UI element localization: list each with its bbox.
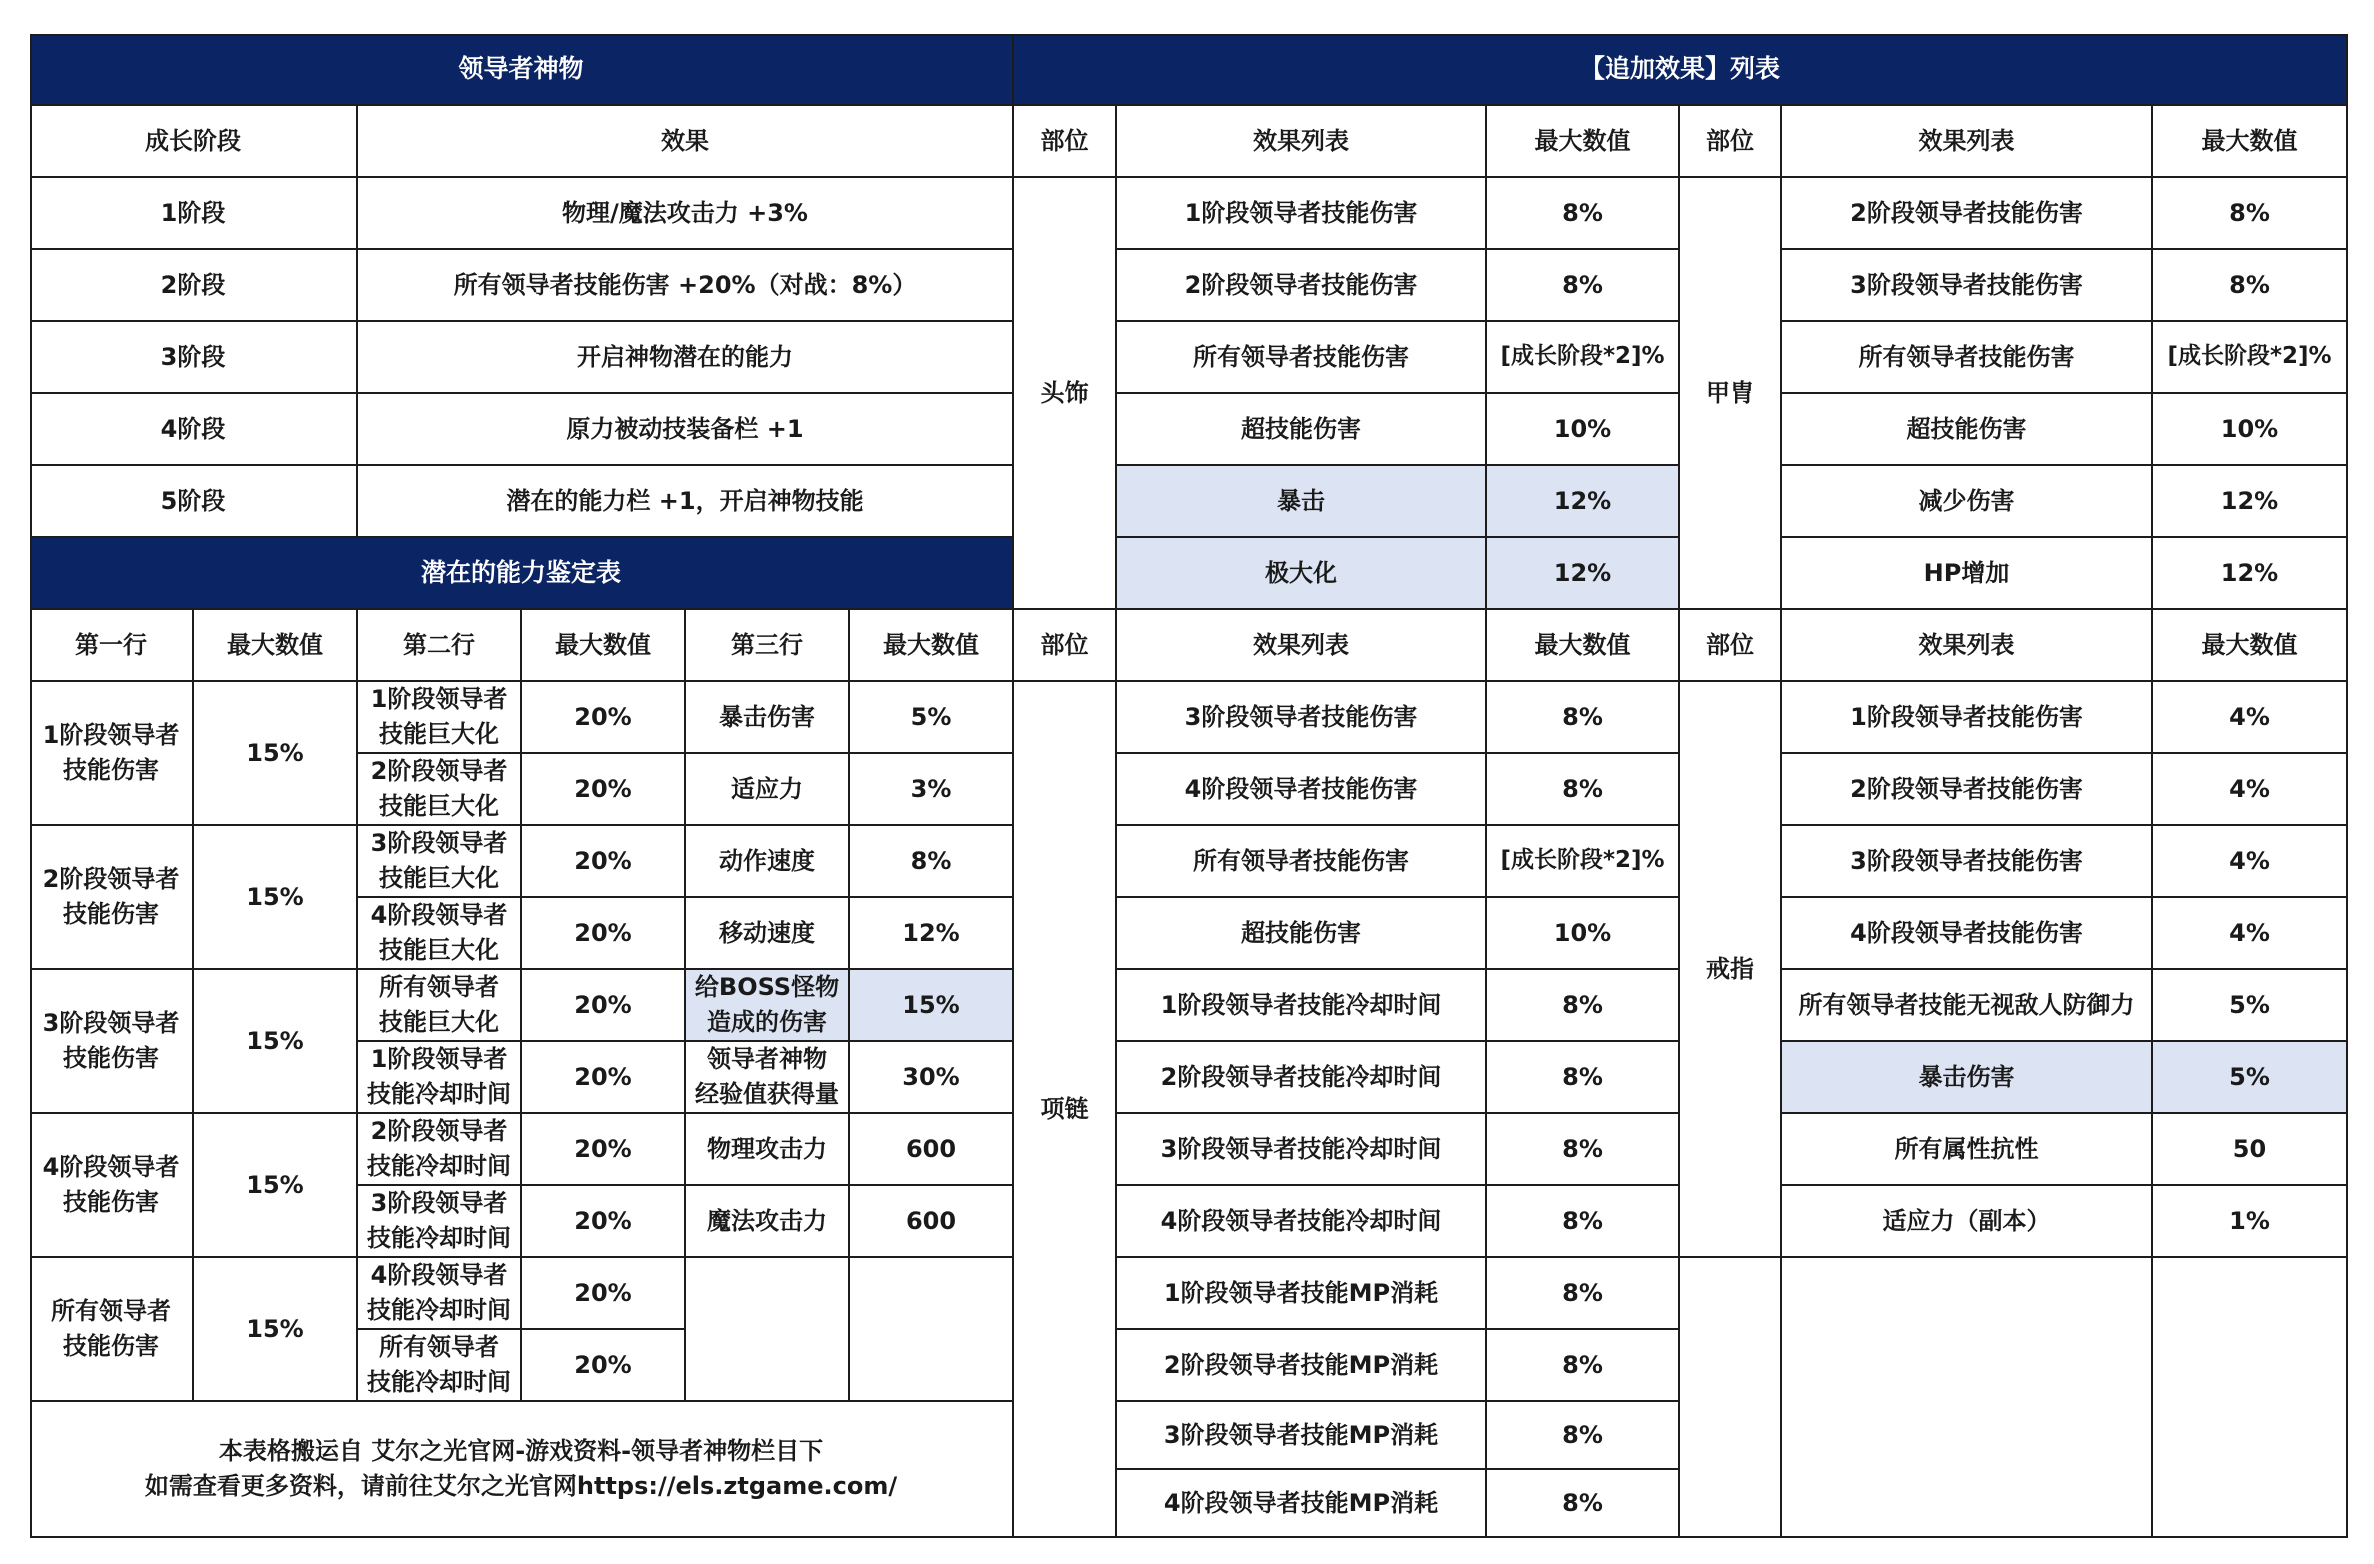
potential-row2-max: 20% <box>522 1186 686 1258</box>
potential-row2-max: 20% <box>522 754 686 826</box>
potential-header: 潜在的能力鉴定表 <box>30 538 1014 610</box>
necklace-effect-cell: 超技能伤害 <box>1117 898 1487 970</box>
potential-row2-max: 20% <box>522 1258 686 1330</box>
potential-row2-cell: 2阶段领导者 技能巨大化 <box>358 754 522 826</box>
necklace-max-cell: 8% <box>1487 1258 1680 1330</box>
potential-row2-max: 20% <box>522 1042 686 1114</box>
potential-row1-max: 15% <box>194 826 358 970</box>
necklace-effect-cell: 1阶段领导者技能冷却时间 <box>1117 970 1487 1042</box>
head-max-cell: [成长阶段*2]% <box>1487 322 1680 394</box>
potential-row1-cell: 4阶段领导者 技能伤害 <box>30 1114 194 1258</box>
potential-row2-cell: 1阶段领导者 技能巨大化 <box>358 682 522 754</box>
source-footer <box>30 1402 1014 1538</box>
stage-effect-cell: 开启神物潜在的能力 <box>358 322 1014 394</box>
potential-row3-max: 12% <box>850 898 1014 970</box>
potential-row2-cell: 3阶段领导者 技能冷却时间 <box>358 1186 522 1258</box>
potential-row2-cell: 所有领导者 技能巨大化 <box>358 970 522 1042</box>
head-max-cell: 8% <box>1487 250 1680 322</box>
necklace-effect-cell: 4阶段领导者技能伤害 <box>1117 754 1487 826</box>
potential-row1-cell: 3阶段领导者 技能伤害 <box>30 970 194 1114</box>
stage-cell: 3阶段 <box>30 322 358 394</box>
potential-row3-max: 30% <box>850 1042 1014 1114</box>
column-header-max: 最大数值 <box>2153 106 2348 178</box>
part-necklace: 项链 <box>1014 682 1117 1538</box>
potential-row2-max: 20% <box>522 898 686 970</box>
necklace-effect-cell: 4阶段领导者技能冷却时间 <box>1117 1186 1487 1258</box>
ring-max-cell: 5% <box>2153 970 2348 1042</box>
blank-cell <box>850 1258 1014 1402</box>
potential-row1-max: 15% <box>194 1258 358 1402</box>
potential-row1-max: 15% <box>194 970 358 1114</box>
armor-effect-cell: 所有领导者技能伤害 <box>1782 322 2153 394</box>
footer-line1: 本表格搬运自 艾尔之光官网-游戏资料-领导者神物栏目下 <box>218 1437 824 1466</box>
column-header-part: 部位 <box>1680 106 1782 178</box>
ring-max-cell: 4% <box>2153 898 2348 970</box>
head-effect-cell: 1阶段领导者技能伤害 <box>1117 178 1487 250</box>
armor-max-cell: 8% <box>2153 250 2348 322</box>
head-max-cell: 12% <box>1487 466 1680 538</box>
necklace-max-cell: 8% <box>1487 1402 1680 1470</box>
potential-row3-max: 3% <box>850 754 1014 826</box>
necklace-max-cell: 8% <box>1487 1186 1680 1258</box>
armor-effect-cell: HP增加 <box>1782 538 2153 610</box>
blank-cell <box>1680 1258 1782 1538</box>
armor-effect-cell: 超技能伤害 <box>1782 394 2153 466</box>
stage-cell: 5阶段 <box>30 466 358 538</box>
column-header-stage: 成长阶段 <box>30 106 358 178</box>
necklace-effect-cell: 3阶段领导者技能伤害 <box>1117 682 1487 754</box>
potential-row3-cell: 动作速度 <box>686 826 850 898</box>
potential-row3-cell: 暴击伤害 <box>686 682 850 754</box>
ring-effect-cell: 所有属性抗性 <box>1782 1114 2153 1186</box>
stage-cell: 2阶段 <box>30 250 358 322</box>
ring-max-cell: 50 <box>2153 1114 2348 1186</box>
potential-row3-cell: 领导者神物 经验值获得量 <box>686 1042 850 1114</box>
column-header-part: 部位 <box>1014 106 1117 178</box>
potential-row3-max: 600 <box>850 1186 1014 1258</box>
potential-row2-cell: 2阶段领导者 技能冷却时间 <box>358 1114 522 1186</box>
armor-max-cell: 12% <box>2153 538 2348 610</box>
potential-row3-cell: 给BOSS怪物 造成的伤害 <box>686 970 850 1042</box>
part-head: 头饰 <box>1014 178 1117 610</box>
armor-effect-cell: 减少伤害 <box>1782 466 2153 538</box>
necklace-max-cell: 8% <box>1487 1330 1680 1402</box>
necklace-max-cell: 8% <box>1487 682 1680 754</box>
potential-row2-cell: 所有领导者 技能冷却时间 <box>358 1330 522 1402</box>
necklace-effect-cell: 2阶段领导者技能冷却时间 <box>1117 1042 1487 1114</box>
necklace-effect-cell: 3阶段领导者技能冷却时间 <box>1117 1114 1487 1186</box>
head-effect-cell: 暴击 <box>1117 466 1487 538</box>
column-header-max: 最大数值 <box>1487 610 1680 682</box>
ring-effect-cell: 适应力（副本） <box>1782 1186 2153 1258</box>
potential-row1-cell: 2阶段领导者 技能伤害 <box>30 826 194 970</box>
necklace-max-cell: 8% <box>1487 1042 1680 1114</box>
stage-effect-cell: 物理/魔法攻击力 +3% <box>358 178 1014 250</box>
potential-column-header: 最大数值 <box>522 610 686 682</box>
head-max-cell: 10% <box>1487 394 1680 466</box>
necklace-max-cell: [成长阶段*2]% <box>1487 826 1680 898</box>
potential-row1-max: 15% <box>194 1114 358 1258</box>
potential-row2-cell: 3阶段领导者 技能巨大化 <box>358 826 522 898</box>
potential-row2-max: 20% <box>522 1114 686 1186</box>
ring-effect-cell: 1阶段领导者技能伤害 <box>1782 682 2153 754</box>
column-header-max: 最大数值 <box>1487 106 1680 178</box>
column-header-max: 最大数值 <box>2153 610 2348 682</box>
potential-row1-cell: 1阶段领导者 技能伤害 <box>30 682 194 826</box>
necklace-effect-cell: 3阶段领导者技能MP消耗 <box>1117 1402 1487 1470</box>
potential-row2-max: 20% <box>522 826 686 898</box>
ring-max-cell: 4% <box>2153 826 2348 898</box>
part-ring: 戒指 <box>1680 682 1782 1258</box>
potential-row3-cell: 魔法攻击力 <box>686 1186 850 1258</box>
stage-effect-cell: 所有领导者技能伤害 +20%（对战：8%） <box>358 250 1014 322</box>
ring-effect-cell: 2阶段领导者技能伤害 <box>1782 754 2153 826</box>
stage-effect-cell: 原力被动技装备栏 +1 <box>358 394 1014 466</box>
ring-max-cell: 5% <box>2153 1042 2348 1114</box>
potential-row2-cell: 4阶段领导者 技能冷却时间 <box>358 1258 522 1330</box>
necklace-max-cell: 8% <box>1487 970 1680 1042</box>
column-header-effect: 效果 <box>358 106 1014 178</box>
column-header-part: 部位 <box>1680 610 1782 682</box>
head-effect-cell: 极大化 <box>1117 538 1487 610</box>
potential-row2-cell: 1阶段领导者 技能冷却时间 <box>358 1042 522 1114</box>
part-armor: 甲胄 <box>1680 178 1782 610</box>
potential-row1-cell: 所有领导者 技能伤害 <box>30 1258 194 1402</box>
potential-row2-max: 20% <box>522 970 686 1042</box>
necklace-effect-cell: 所有领导者技能伤害 <box>1117 826 1487 898</box>
ring-effect-cell: 所有领导者技能无视敌人防御力 <box>1782 970 2153 1042</box>
stage-cell: 4阶段 <box>30 394 358 466</box>
necklace-max-cell: 8% <box>1487 1114 1680 1186</box>
potential-row3-max: 5% <box>850 682 1014 754</box>
armor-effect-cell: 3阶段领导者技能伤害 <box>1782 250 2153 322</box>
head-max-cell: 8% <box>1487 178 1680 250</box>
column-header-effect-list: 效果列表 <box>1117 106 1487 178</box>
potential-row2-max: 20% <box>522 682 686 754</box>
ring-max-cell: 1% <box>2153 1186 2348 1258</box>
column-header-effect-list: 效果列表 <box>1782 106 2153 178</box>
artifact-header: 领导者神物 <box>30 34 1014 106</box>
necklace-effect-cell: 4阶段领导者技能MP消耗 <box>1117 1470 1487 1538</box>
potential-column-header: 第一行 <box>30 610 194 682</box>
potential-row3-cell: 适应力 <box>686 754 850 826</box>
stage-effect-cell: 潜在的能力栏 +1，开启神物技能 <box>358 466 1014 538</box>
potential-row3-max: 15% <box>850 970 1014 1042</box>
necklace-max-cell: 8% <box>1487 1470 1680 1538</box>
ring-effect-cell: 4阶段领导者技能伤害 <box>1782 898 2153 970</box>
blank-cell <box>686 1258 850 1402</box>
potential-column-header: 第三行 <box>686 610 850 682</box>
potential-column-header: 最大数值 <box>850 610 1014 682</box>
head-effect-cell: 所有领导者技能伤害 <box>1117 322 1487 394</box>
stage-cell: 1阶段 <box>30 178 358 250</box>
blank-cell <box>1782 1258 2153 1538</box>
potential-row3-max: 600 <box>850 1114 1014 1186</box>
potential-column-header: 最大数值 <box>194 610 358 682</box>
ring-max-cell: 4% <box>2153 754 2348 826</box>
column-header-effect-list: 效果列表 <box>1117 610 1487 682</box>
necklace-max-cell: 10% <box>1487 898 1680 970</box>
potential-row3-cell: 移动速度 <box>686 898 850 970</box>
head-effect-cell: 2阶段领导者技能伤害 <box>1117 250 1487 322</box>
head-effect-cell: 超技能伤害 <box>1117 394 1487 466</box>
potential-row1-max: 15% <box>194 682 358 826</box>
ring-effect-cell: 暴击伤害 <box>1782 1042 2153 1114</box>
necklace-effect-cell: 1阶段领导者技能MP消耗 <box>1117 1258 1487 1330</box>
armor-max-cell: 8% <box>2153 178 2348 250</box>
extra-list-header: 【追加效果】列表 <box>1014 34 2348 106</box>
ring-effect-cell: 3阶段领导者技能伤害 <box>1782 826 2153 898</box>
blank-cell <box>2153 1258 2348 1538</box>
potential-row2-cell: 4阶段领导者 技能巨大化 <box>358 898 522 970</box>
column-header-part: 部位 <box>1014 610 1117 682</box>
potential-row3-cell: 物理攻击力 <box>686 1114 850 1186</box>
potential-column-header: 第二行 <box>358 610 522 682</box>
necklace-effect-cell: 2阶段领导者技能MP消耗 <box>1117 1330 1487 1402</box>
armor-max-cell: 10% <box>2153 394 2348 466</box>
potential-row3-max: 8% <box>850 826 1014 898</box>
column-header-effect-list: 效果列表 <box>1782 610 2153 682</box>
armor-max-cell: 12% <box>2153 466 2348 538</box>
potential-row2-max: 20% <box>522 1330 686 1402</box>
armor-max-cell: [成长阶段*2]% <box>2153 322 2348 394</box>
armor-effect-cell: 2阶段领导者技能伤害 <box>1782 178 2153 250</box>
ring-max-cell: 4% <box>2153 682 2348 754</box>
footer-line2: 如需查看更多资料，请前往艾尔之光官网https://els.ztgame.com/ <box>144 1472 898 1500</box>
necklace-max-cell: 8% <box>1487 754 1680 826</box>
head-max-cell: 12% <box>1487 538 1680 610</box>
